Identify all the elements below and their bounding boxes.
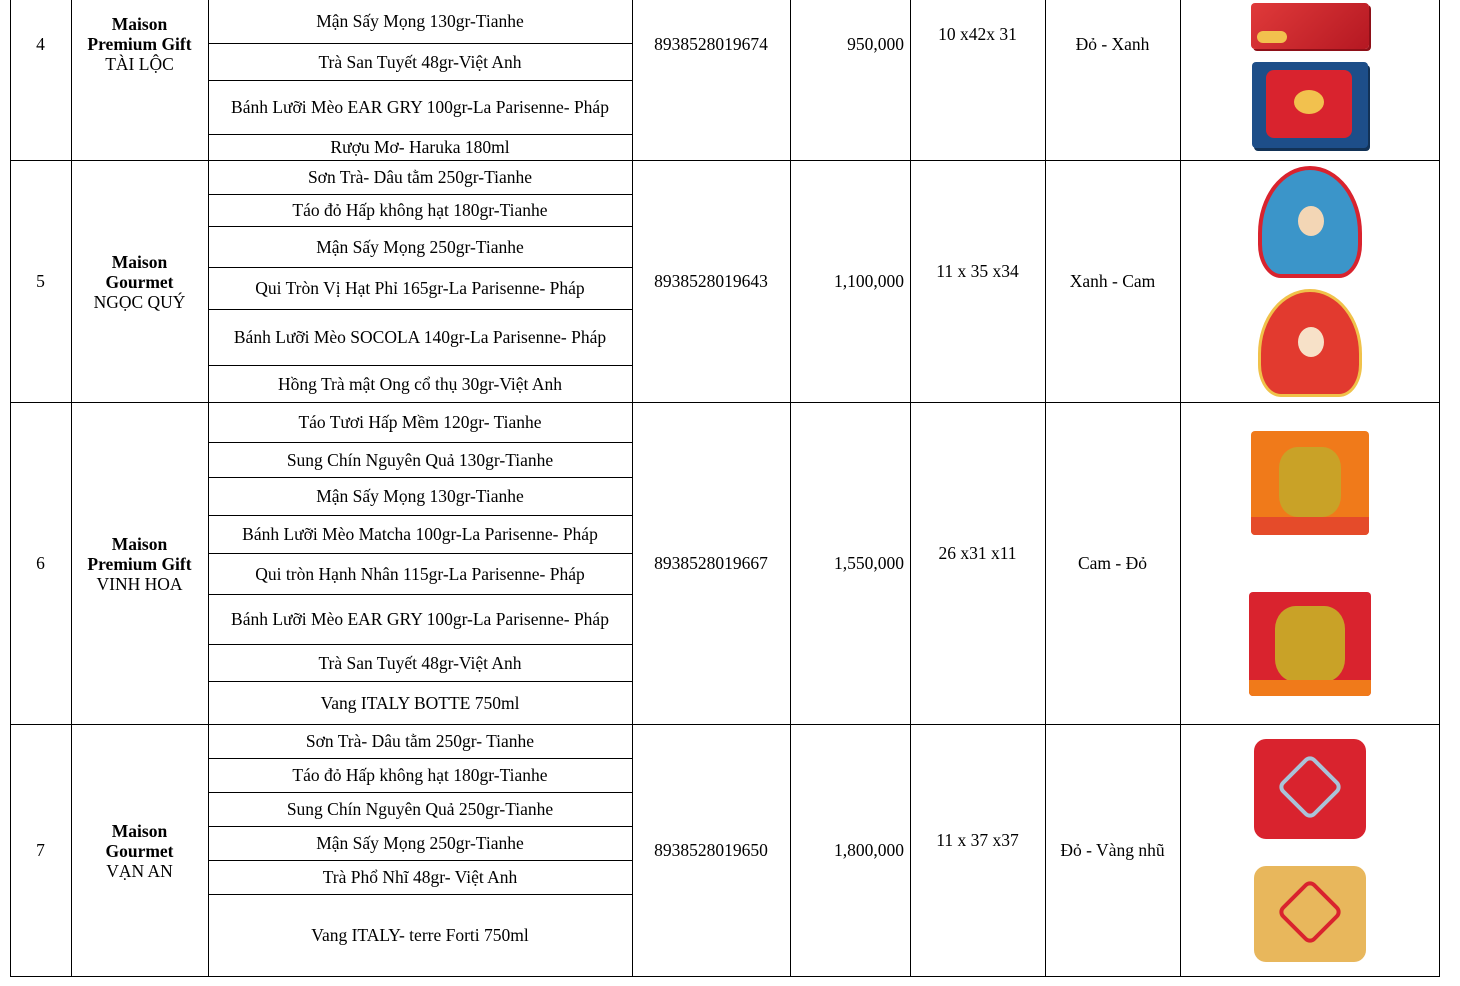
- brand: Maison: [111, 251, 168, 272]
- item-line: Sơn Trà- Dâu tằm 250gr- Tianhe: [208, 725, 632, 759]
- product-name: [71, 725, 208, 976]
- row-number: 6: [36, 553, 45, 573]
- dimensions: 11 x 37 x37: [936, 829, 1019, 850]
- color-options: Đỏ - Xanh: [1075, 33, 1150, 54]
- item-line: Táo đỏ Hấp không hạt 180gr-Tianhe: [208, 759, 632, 793]
- color-options: Đỏ - Vàng nhũ: [1060, 840, 1165, 860]
- row-4: [0, 0, 1460, 160]
- product-images: [1180, 725, 1439, 976]
- item-line: Qui Tròn Vị Hạt Phỉ 165gr-La Parisenne- Pháp: [208, 268, 632, 310]
- item-line: Mận Sấy Mọng 130gr-Tianhe: [208, 478, 632, 516]
- price: 1,100,000: [834, 271, 904, 291]
- item-line: Qui tròn Hạnh Nhân 115gr-La Parisenne- Pháp: [208, 554, 632, 595]
- item-line: Mận Sấy Mọng 250gr-Tianhe: [208, 827, 632, 861]
- item-line: Táo đỏ Hấp không hạt 180gr-Tianhe: [208, 195, 632, 227]
- item-line: Mận Sấy Mọng 130gr-Tianhe: [208, 0, 632, 44]
- red-box-icon: [1251, 3, 1369, 49]
- item-line: Hồng Trà mật Ong cổ thụ 30gr-Việt Anh: [278, 373, 562, 394]
- item-line: Bánh Lưỡi Mèo EAR GRY 100gr-La Parisenne- Pháp: [208, 81, 632, 135]
- item-line: Trà San Tuyết 48gr-Việt Anh: [208, 645, 632, 682]
- gold-tin-box-icon: [1254, 866, 1366, 962]
- brand: Maison: [111, 820, 168, 841]
- dimensions: 26 x31 x11: [938, 542, 1017, 563]
- product-line: Premium Gift: [87, 553, 192, 574]
- product-images: [1180, 403, 1439, 724]
- blue-box-icon: [1252, 62, 1368, 148]
- product-title: VẠN AN: [106, 860, 173, 881]
- item-line: Mận Sấy Mọng 250gr-Tianhe: [208, 227, 632, 268]
- row-number: 5: [36, 271, 45, 291]
- barcode: 8938528019674: [654, 33, 768, 54]
- price: 950,000: [847, 33, 904, 54]
- barcode: 8938528019667: [654, 553, 768, 573]
- item-line: Sung Chín Nguyên Quả 130gr-Tianhe: [208, 443, 632, 478]
- product-name: [71, 0, 208, 88]
- color-options: Cam - Đỏ: [1077, 553, 1148, 573]
- brand: Maison: [111, 533, 168, 554]
- product-images: [1180, 161, 1439, 402]
- row-number: 4: [36, 33, 45, 54]
- product-line: Gourmet: [105, 840, 174, 861]
- row-5: [0, 161, 1460, 402]
- dimensions: 10 x42x 31: [938, 23, 1017, 44]
- product-name: [71, 403, 208, 724]
- price: 1,550,000: [834, 553, 904, 573]
- item-line: Trà San Tuyết 48gr-Việt Anh: [208, 44, 632, 81]
- item-line: Vang ITALY- terre Forti 750ml: [311, 925, 529, 945]
- product-title: NGỌC QUÝ: [93, 291, 186, 312]
- price: 1,800,000: [834, 840, 904, 860]
- red-tin-box-icon: [1254, 739, 1366, 839]
- dimensions: 11 x 35 x34: [936, 260, 1019, 281]
- row-number: 7: [36, 840, 45, 860]
- row-6: [0, 403, 1460, 724]
- product-title: VINH HOA: [96, 573, 183, 594]
- red-gold-box-icon: [1249, 592, 1371, 696]
- orange-box-icon: [1251, 431, 1369, 535]
- product-line: Premium Gift: [87, 34, 192, 54]
- item-line: Rượu Mơ- Haruka 180ml: [330, 137, 510, 157]
- product-line: Gourmet: [105, 271, 174, 292]
- barcode: 8938528019650: [654, 840, 768, 860]
- product-name: [71, 161, 208, 402]
- red-triangle-box-icon: [1258, 289, 1362, 397]
- product-title: TÀI LỘC: [105, 54, 174, 74]
- barcode: 8938528019643: [654, 271, 768, 291]
- item-line: Trà Phổ Nhĩ 48gr- Việt Anh: [208, 861, 632, 895]
- item-line: Vang ITALY BOTTE 750ml: [320, 692, 520, 713]
- table-bottom-border: [10, 976, 1439, 977]
- item-line: Sơn Trà- Dâu tằm 250gr-Tianhe: [208, 161, 632, 195]
- color-options: Xanh - Cam: [1069, 271, 1156, 291]
- item-line: Bánh Lưỡi Mèo EAR GRY 100gr-La Parisenne- Pháp: [208, 595, 632, 645]
- product-images: [1180, 0, 1439, 160]
- item-line: Sung Chín Nguyên Quả 250gr-Tianhe: [208, 793, 632, 827]
- brand: Maison: [111, 14, 168, 34]
- blue-triangle-box-icon: [1258, 166, 1362, 278]
- row-7: [0, 725, 1460, 976]
- item-line: Bánh Lưỡi Mèo SOCOLA 140gr-La Parisenne- Pháp: [208, 310, 632, 366]
- item-line: Táo Tươi Hấp Mềm 120gr- Tianhe: [208, 403, 632, 443]
- item-line: Bánh Lưỡi Mèo Matcha 100gr-La Parisenne- Pháp: [208, 516, 632, 554]
